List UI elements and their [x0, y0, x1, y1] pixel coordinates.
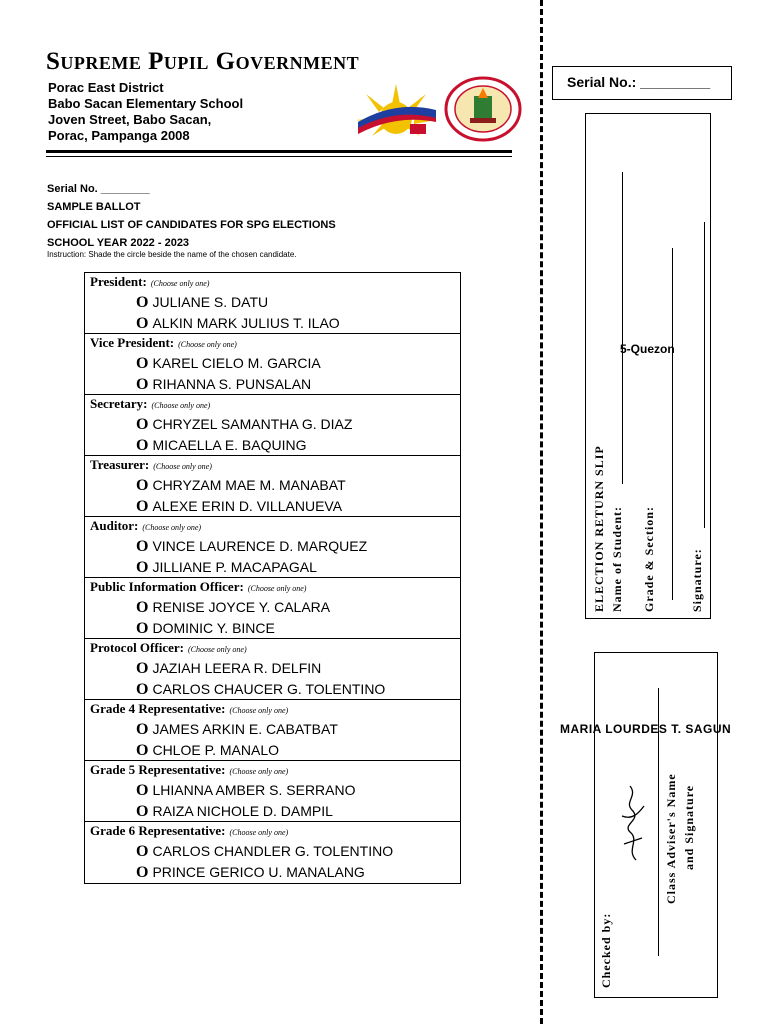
- position-label: President:: [90, 274, 147, 289]
- school-line: Babo Sacan Elementary School: [48, 96, 244, 111]
- candidate-name: JULIANE S. DATU: [152, 294, 269, 310]
- ballot-section: [85, 456, 460, 517]
- position-label: Public Information Officer:: [90, 579, 244, 594]
- district-line: Porac East District: [48, 80, 164, 95]
- ballot-section: [85, 761, 460, 822]
- street-line: Joven Street, Babo Sacan,: [48, 112, 212, 127]
- candidate-row: [90, 862, 460, 883]
- candidate-row: [90, 292, 460, 313]
- slip-title: ELECTION RETURN SLIP: [592, 445, 606, 612]
- candidate-row: [90, 536, 460, 557]
- candidate-name: LHIANNA AMBER S. SERRANO: [152, 782, 356, 798]
- candidate-row: [90, 557, 460, 578]
- position-title: [90, 579, 460, 597]
- position-title: [90, 762, 460, 780]
- candidate-name: CHRYZEL SAMANTHA G. DIAZ: [152, 416, 353, 432]
- vote-circle[interactable]: O: [136, 355, 149, 372]
- ballot-table: [84, 272, 461, 884]
- candidate-name: CARLOS CHAUCER G. TOLENTINO: [152, 681, 386, 697]
- position-label: Auditor:: [90, 518, 139, 533]
- candidate-row: [90, 414, 460, 435]
- candidate-row: [90, 780, 460, 801]
- choose-note: (Choose only one): [229, 767, 289, 776]
- candidate-name: ALEXE ERIN D. VILLANUEVA: [152, 498, 343, 514]
- vote-circle[interactable]: O: [136, 437, 149, 454]
- adviser-label-line1: Class Adviser's Name: [664, 773, 678, 904]
- vote-circle[interactable]: O: [136, 599, 149, 616]
- choose-note: (Choose only one): [187, 645, 247, 654]
- school-year-label: SCHOOL YEAR 2022 - 2023: [47, 237, 190, 249]
- candidate-name: ALKIN MARK JULIUS T. ILAO: [152, 315, 340, 331]
- candidate-name: JAZIAH LEERA R. DELFIN: [152, 660, 322, 676]
- position-title: [90, 335, 460, 353]
- position-label: Secretary:: [90, 396, 148, 411]
- candidate-name: MICAELLA E. BAQUING: [152, 437, 307, 453]
- grade-section-label: Grade & Section:: [642, 506, 656, 612]
- checked-by-label: Checked by:: [599, 912, 613, 988]
- stub-serial-number: Serial No.: _________: [552, 66, 732, 100]
- position-title: [90, 823, 460, 841]
- vote-circle[interactable]: O: [136, 681, 149, 698]
- candidate-row: [90, 475, 460, 496]
- candidate-row: [90, 496, 460, 517]
- vote-circle[interactable]: O: [136, 742, 149, 759]
- vote-circle[interactable]: O: [136, 498, 149, 515]
- serial-number: Serial No. ________: [47, 183, 150, 195]
- vote-circle[interactable]: O: [136, 538, 149, 555]
- ballot-section: [85, 334, 460, 395]
- vote-circle[interactable]: O: [136, 803, 149, 820]
- ballot-section: [85, 273, 460, 334]
- candidate-name: CARLOS CHANDLER G. TOLENTINO: [152, 843, 394, 859]
- candidate-name: CHRYZAM MAE M. MANABAT: [152, 477, 346, 493]
- choose-note: (Choose only one): [247, 584, 307, 593]
- grade-line: [672, 248, 673, 600]
- choose-note: (Choose only one): [153, 462, 212, 471]
- ballot-section: [85, 395, 460, 456]
- choose-note: (Choose only one): [142, 523, 202, 532]
- candidate-name: DOMINIC Y. BINCE: [152, 620, 275, 636]
- ballot-section: [85, 517, 460, 578]
- school-address: [48, 80, 243, 144]
- position-title: [90, 457, 460, 475]
- candidate-name: JILLIANE P. MACAPAGAL: [152, 559, 317, 575]
- vote-circle[interactable]: O: [136, 416, 149, 433]
- vote-circle[interactable]: O: [136, 315, 149, 332]
- vote-circle[interactable]: O: [136, 660, 149, 677]
- name-of-student-label: Name of Student:: [610, 506, 624, 612]
- position-label: Grade 4 Representative:: [90, 701, 226, 716]
- header-rule-thick: [46, 150, 512, 153]
- position-label: Grade 6 Representative:: [90, 823, 226, 838]
- signature-line: [704, 222, 705, 528]
- candidate-name: RAIZA NICHOLE D. DAMPIL: [152, 803, 333, 819]
- candidate-row: [90, 374, 460, 395]
- candidate-name: CHLOE P. MANALO: [152, 742, 280, 758]
- candidate-row: [90, 841, 460, 862]
- vote-circle[interactable]: O: [136, 294, 149, 311]
- vote-circle[interactable]: O: [136, 782, 149, 799]
- vote-circle[interactable]: O: [136, 376, 149, 393]
- adviser-signature: [616, 780, 650, 862]
- candidate-name: KAREL CIELO M. GARCIA: [152, 355, 321, 371]
- sample-ballot-label: SAMPLE BALLOT: [47, 201, 141, 213]
- vote-circle[interactable]: O: [136, 620, 149, 637]
- grade-section-value: 5-Quezon: [620, 342, 675, 356]
- vote-circle[interactable]: O: [136, 559, 149, 576]
- position-title: [90, 396, 460, 414]
- school-seal-logo: [444, 76, 522, 142]
- candidate-row: [90, 719, 460, 740]
- position-title: [90, 640, 460, 658]
- candidate-row: [90, 658, 460, 679]
- official-list-label: OFFICIAL LIST OF CANDIDATES FOR SPG ELECTIONS: [47, 219, 336, 231]
- header-rule-thin: [46, 156, 512, 157]
- vote-circle[interactable]: O: [136, 477, 149, 494]
- adviser-name: MARIA LOURDES T. SAGUN: [560, 722, 732, 736]
- candidate-row: [90, 353, 460, 374]
- adviser-label-line2: and Signature: [682, 784, 696, 870]
- candidate-name: JAMES ARKIN E. CABATBAT: [152, 721, 338, 737]
- candidate-row: [90, 801, 460, 822]
- page-title: Supreme Pupil Government: [46, 48, 360, 75]
- cut-line: [540, 0, 543, 1024]
- name-line: [622, 172, 623, 484]
- candidate-row: [90, 435, 460, 456]
- vote-circle[interactable]: O: [136, 864, 149, 881]
- candidate-name: RIHANNA S. PUNSALAN: [152, 376, 312, 392]
- spg-logo: [352, 80, 440, 142]
- candidate-name: RENISE JOYCE Y. CALARA: [152, 599, 331, 615]
- choose-note: (Choose only one): [150, 279, 210, 288]
- ballot-info: [47, 180, 336, 252]
- town-line: Porac, Pampanga 2008: [48, 128, 190, 143]
- position-title: [90, 701, 460, 719]
- choose-note: (Choose only one): [151, 401, 211, 410]
- instruction-text: Instruction: Shade the circle beside the name of the chosen candidate.: [47, 250, 297, 259]
- vote-circle[interactable]: O: [136, 721, 149, 738]
- candidate-name: VINCE LAURENCE D. MARQUEZ: [152, 538, 368, 554]
- position-label: Treasurer:: [90, 457, 150, 472]
- choose-note: (Choose only one): [229, 828, 289, 837]
- candidate-row: [90, 740, 460, 761]
- candidate-name: PRINCE GERICO U. MANALANG: [152, 864, 365, 880]
- vote-circle[interactable]: O: [136, 843, 149, 860]
- candidate-row: [90, 597, 460, 618]
- candidate-row: [90, 618, 460, 639]
- candidate-row: [90, 679, 460, 700]
- position-title: [90, 518, 460, 536]
- position-label: Protocol Officer:: [90, 640, 184, 655]
- position-label: Grade 5 Representative:: [90, 762, 226, 777]
- choose-note: (Choose only one): [178, 340, 237, 349]
- ballot-section: [85, 700, 460, 761]
- ballot-section: [85, 822, 460, 883]
- position-title: [90, 274, 460, 292]
- candidate-row: [90, 313, 460, 334]
- signature-label: Signature:: [690, 548, 704, 612]
- ballot-section: [85, 639, 460, 700]
- ballot-section: [85, 578, 460, 639]
- position-label: Vice President:: [90, 335, 175, 350]
- choose-note: (Choose only one): [229, 706, 289, 715]
